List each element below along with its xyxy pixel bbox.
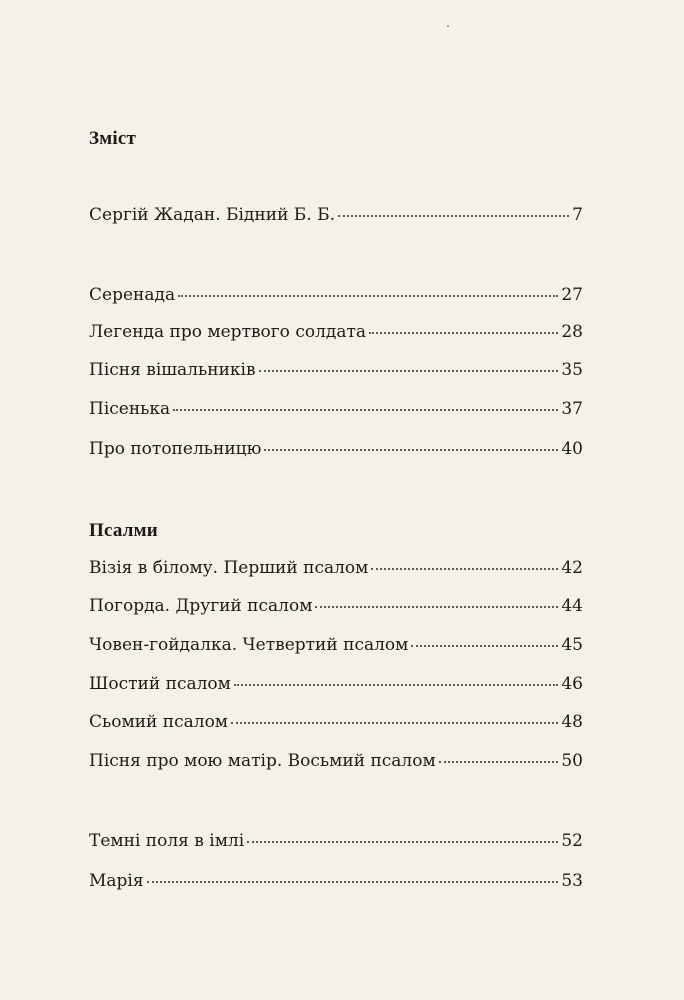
dot-leader	[259, 369, 559, 372]
toc-entry-page: 35	[561, 360, 583, 380]
toc-entry-title: Марія	[89, 871, 144, 891]
toc-entry-page: 27	[561, 285, 583, 305]
toc-entry-title: Погорда. Другий псалом	[89, 596, 313, 616]
toc-entry-page: 46	[561, 674, 583, 694]
toc-entry-page: 42	[561, 558, 583, 578]
dot-leader	[264, 448, 558, 451]
dot-leader	[231, 721, 558, 724]
toc-entry-page: 40	[561, 439, 583, 459]
toc-entry-page: 52	[561, 831, 583, 851]
toc-entry	[89, 203, 583, 227]
toc-entry-page: 50	[561, 751, 583, 771]
dot-leader	[371, 567, 558, 570]
dot-leader	[439, 760, 559, 763]
toc-entry	[89, 672, 583, 696]
toc-entry-title: Сьомий псалом	[89, 712, 229, 732]
contents-heading: Зміст	[89, 128, 137, 149]
toc-entry-title: Про потопельницю	[89, 439, 262, 459]
toc-entry-page: 37	[561, 399, 583, 419]
dot-leader	[178, 294, 558, 297]
toc-entry-page: 7	[572, 205, 583, 225]
dot-leader	[411, 644, 558, 647]
toc-entry	[89, 397, 583, 421]
dot-leader	[234, 683, 558, 686]
toc-entry-page: 28	[561, 322, 583, 342]
toc-entry-title: Легенда про мертвого солдата	[89, 322, 367, 342]
dot-leader	[338, 214, 569, 217]
toc-entry	[89, 749, 583, 773]
toc-entry	[89, 320, 583, 344]
toc-entry-page: 44	[561, 596, 583, 616]
dot-leader	[173, 408, 558, 411]
toc-entry	[89, 829, 583, 853]
toc-entry	[89, 594, 583, 618]
toc-entry-title: Пісенька	[89, 399, 171, 419]
toc-entry	[89, 283, 583, 307]
toc-entry-page: 53	[561, 871, 583, 891]
toc-entry-title: Пісня про мою матір. Восьмий псалом	[89, 751, 436, 771]
toc-entry	[89, 869, 583, 893]
toc-entry	[89, 556, 583, 580]
toc-entry-page: 48	[561, 712, 583, 732]
dot-leader	[369, 331, 558, 334]
toc-entry-title: Серенада	[89, 285, 176, 305]
toc-entry-title: Шостий псалом	[89, 674, 231, 694]
toc-entry-title: Човен-гойдалка. Четвертий псалом	[89, 635, 409, 655]
toc-entry-page: 45	[561, 635, 583, 655]
toc-entry	[89, 358, 583, 382]
toc-entry-title: Темні поля в імлі	[89, 831, 245, 851]
toc-entry-title: Сергій Жадан. Бідний Б. Б.	[89, 205, 335, 225]
dot-leader	[247, 840, 558, 843]
toc-entry	[89, 633, 583, 657]
dot-leader	[315, 605, 558, 608]
toc-entry	[89, 710, 583, 734]
psalms-heading: Псалми	[89, 520, 158, 541]
toc-entry	[89, 437, 583, 461]
dot-leader	[147, 880, 559, 883]
paper-speck	[447, 25, 449, 27]
toc-entry-title: Пісня вішальників	[89, 360, 256, 380]
toc-entry-title: Візія в білому. Перший псалом	[89, 558, 369, 578]
